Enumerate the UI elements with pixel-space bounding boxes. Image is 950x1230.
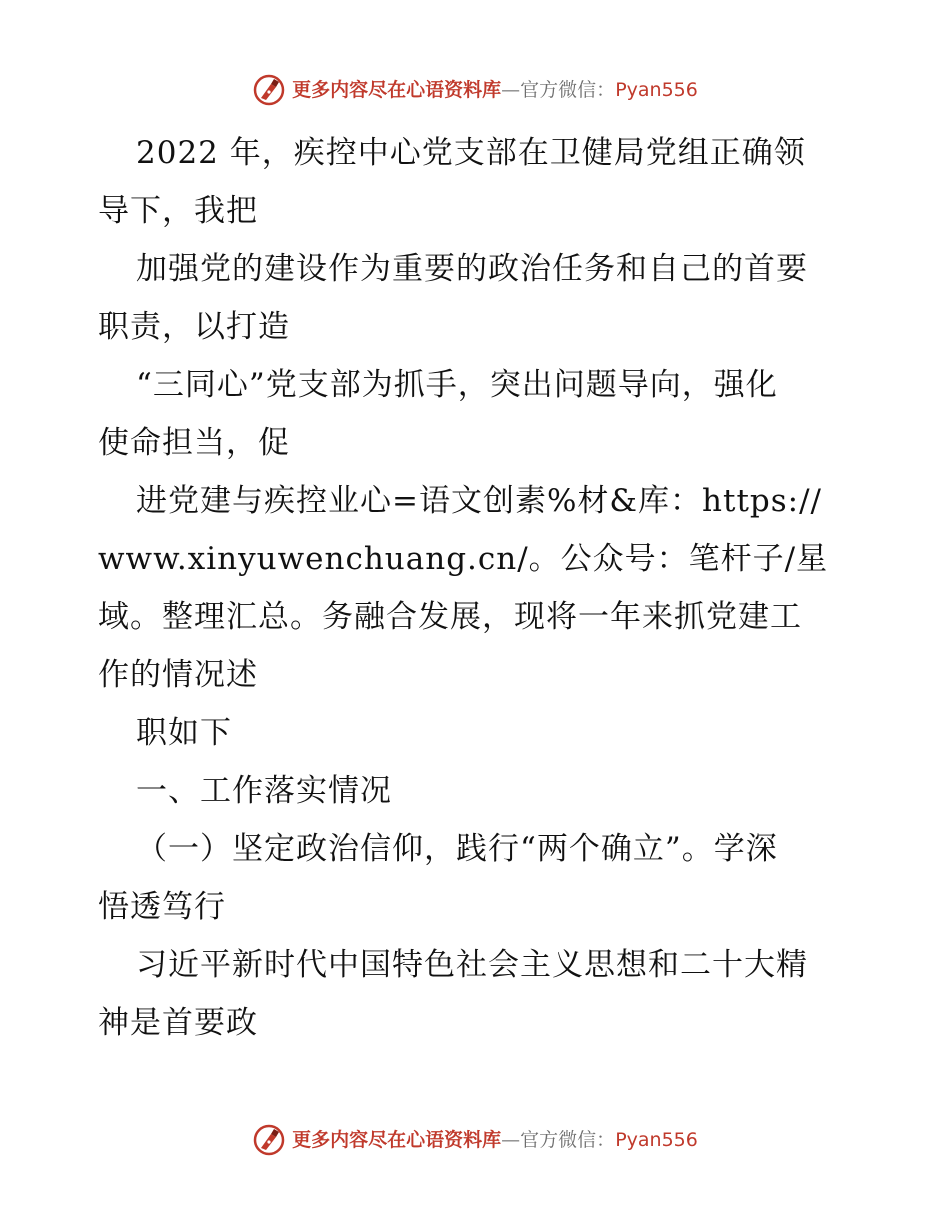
banner-wechat-label: 官方微信： bbox=[520, 1128, 616, 1151]
header-watermark-text bbox=[292, 78, 698, 101]
banner-highlight: 更多内容尽在心语资料库 bbox=[292, 78, 502, 101]
doc-line: 加强党的建设作为重要的政治任务和自己的首要 bbox=[136, 251, 808, 287]
doc-line: 域。整理汇总。务融合发展，现将一年来抓党建工 bbox=[98, 599, 802, 635]
doc-line: 2022 年，疾控中心党支部在卫健局党组正确领 bbox=[136, 135, 806, 171]
doc-line: “三同心”党支部为抓手，突出问题导向，强化 bbox=[136, 367, 778, 403]
banner-dash: — bbox=[501, 78, 521, 101]
doc-line: 职如下 bbox=[136, 715, 232, 751]
banner-wechat-id: Pyan556 bbox=[615, 1128, 698, 1151]
banner-wechat-id: Pyan556 bbox=[615, 78, 698, 101]
document-body bbox=[98, 124, 858, 1052]
doc-line: 导下，我把 bbox=[98, 193, 258, 229]
banner-wechat-label: 官方微信： bbox=[520, 78, 616, 101]
banner-dash: — bbox=[501, 1128, 521, 1151]
pen-nib-logo-icon bbox=[252, 1123, 286, 1157]
doc-line: 职责，以打造 bbox=[98, 309, 290, 345]
footer-watermark-text bbox=[292, 1128, 698, 1151]
doc-line: 神是首要政 bbox=[98, 1005, 258, 1041]
pen-nib-logo-icon bbox=[252, 73, 286, 107]
header-watermark-banner bbox=[0, 70, 950, 110]
doc-line: 使命担当，促 bbox=[98, 425, 290, 461]
banner-highlight: 更多内容尽在心语资料库 bbox=[292, 1128, 502, 1151]
doc-line: 作的情况述 bbox=[98, 657, 258, 693]
doc-line: www.xinyuwenchuang.cn/。公众号：笔杆子/星 bbox=[98, 541, 829, 577]
doc-line: （一）坚定政治信仰，践行“两个确立”。学深 bbox=[136, 831, 778, 867]
doc-line: 悟透笃行 bbox=[98, 889, 226, 925]
section-heading: 一、工作落实情况 bbox=[136, 773, 392, 809]
footer-watermark-banner bbox=[0, 1120, 950, 1160]
doc-line: 习近平新时代中国特色社会主义思想和二十大精 bbox=[136, 947, 808, 983]
doc-line: 进党建与疾控业心=语文创素%材&库：https:// bbox=[136, 483, 822, 519]
